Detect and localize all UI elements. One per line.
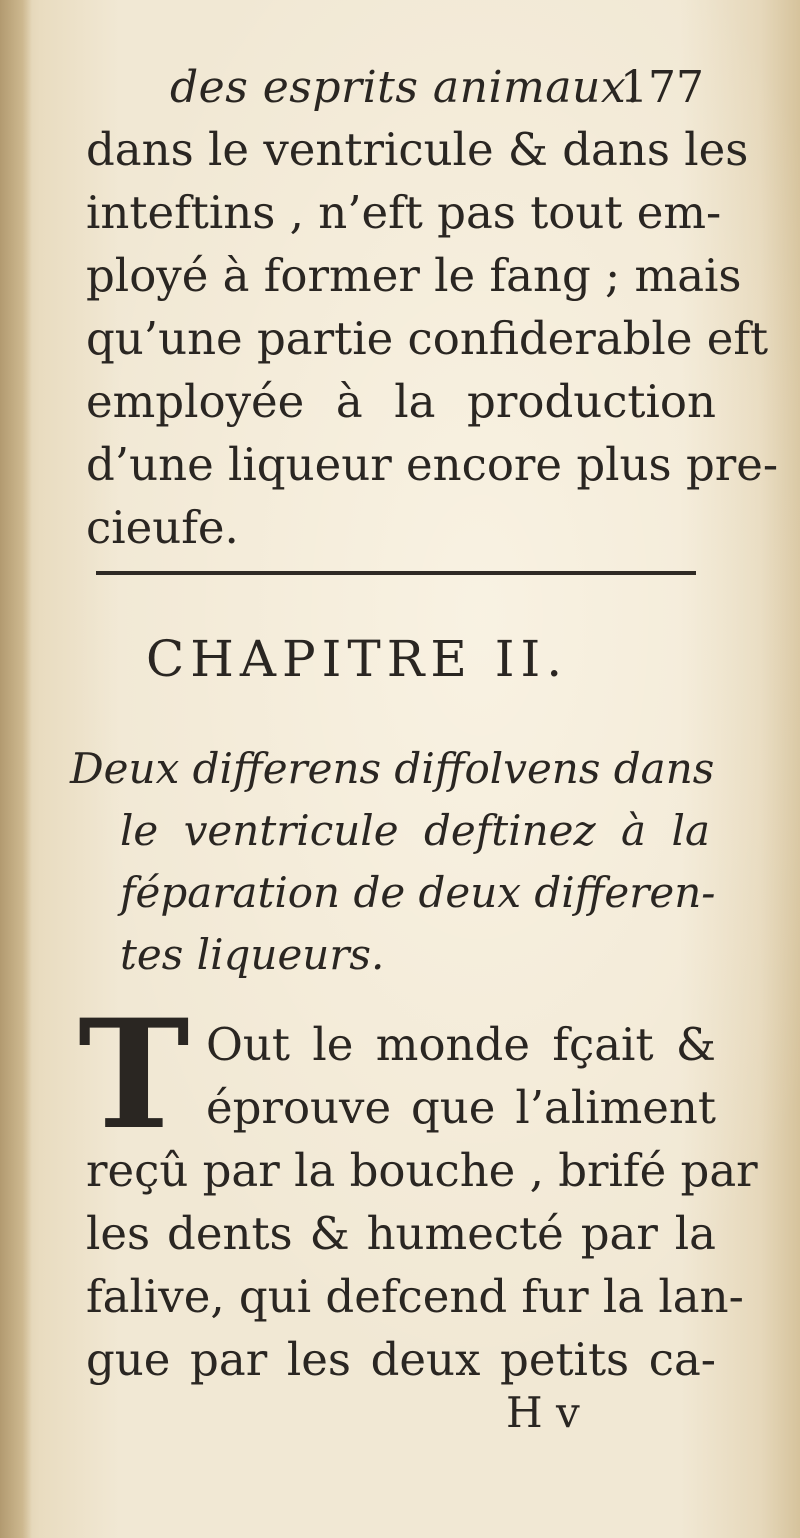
- text-line: qu’une partie confiderable eft: [86, 312, 769, 365]
- text-line: d’une liqueur encore plus pre-: [86, 438, 779, 491]
- text-line: employée à la production: [86, 375, 716, 428]
- chapter-opening-paragraph: [86, 1013, 758, 1391]
- text-line: éprouve que l’aliment: [206, 1081, 716, 1134]
- summary-line: tes liqueurs.: [120, 930, 385, 979]
- text-line: falive, qui defcend fur la lan-: [86, 1270, 744, 1323]
- paragraph-continued: [86, 118, 779, 559]
- summary-line: féparation de deux differen-: [120, 868, 716, 917]
- summary-line: Deux differens diffolvens dans: [70, 744, 715, 793]
- text-line: cieufe.: [86, 501, 239, 554]
- text-line: dans le ventricule & dans les: [86, 123, 749, 176]
- page-header: [170, 62, 730, 122]
- chapter-summary: [70, 738, 716, 986]
- text-line: inteftins , n’eft pas tout em-: [86, 186, 722, 239]
- signature-mark: H v: [506, 1388, 580, 1437]
- summary-line: le ventricule deftinez à la: [120, 806, 710, 855]
- text-line: les dents & humecté par la: [86, 1207, 716, 1260]
- text-line: Out le monde fçait &: [206, 1018, 716, 1071]
- page-gutter-shadow: [0, 0, 32, 1538]
- chapter-title: CHAPITRE II.: [146, 630, 569, 688]
- drop-cap-letter: T: [78, 987, 190, 1163]
- page-number: 177: [620, 62, 704, 113]
- running-head: des esprits animaux.: [170, 62, 641, 113]
- text-line: reçû par la bouche , brifé par: [86, 1144, 758, 1197]
- chapter-divider-rule: [96, 571, 696, 575]
- text-line: gue par les deux petits ca-: [86, 1333, 716, 1386]
- text-line: ployé à former le fang ; mais: [86, 249, 742, 302]
